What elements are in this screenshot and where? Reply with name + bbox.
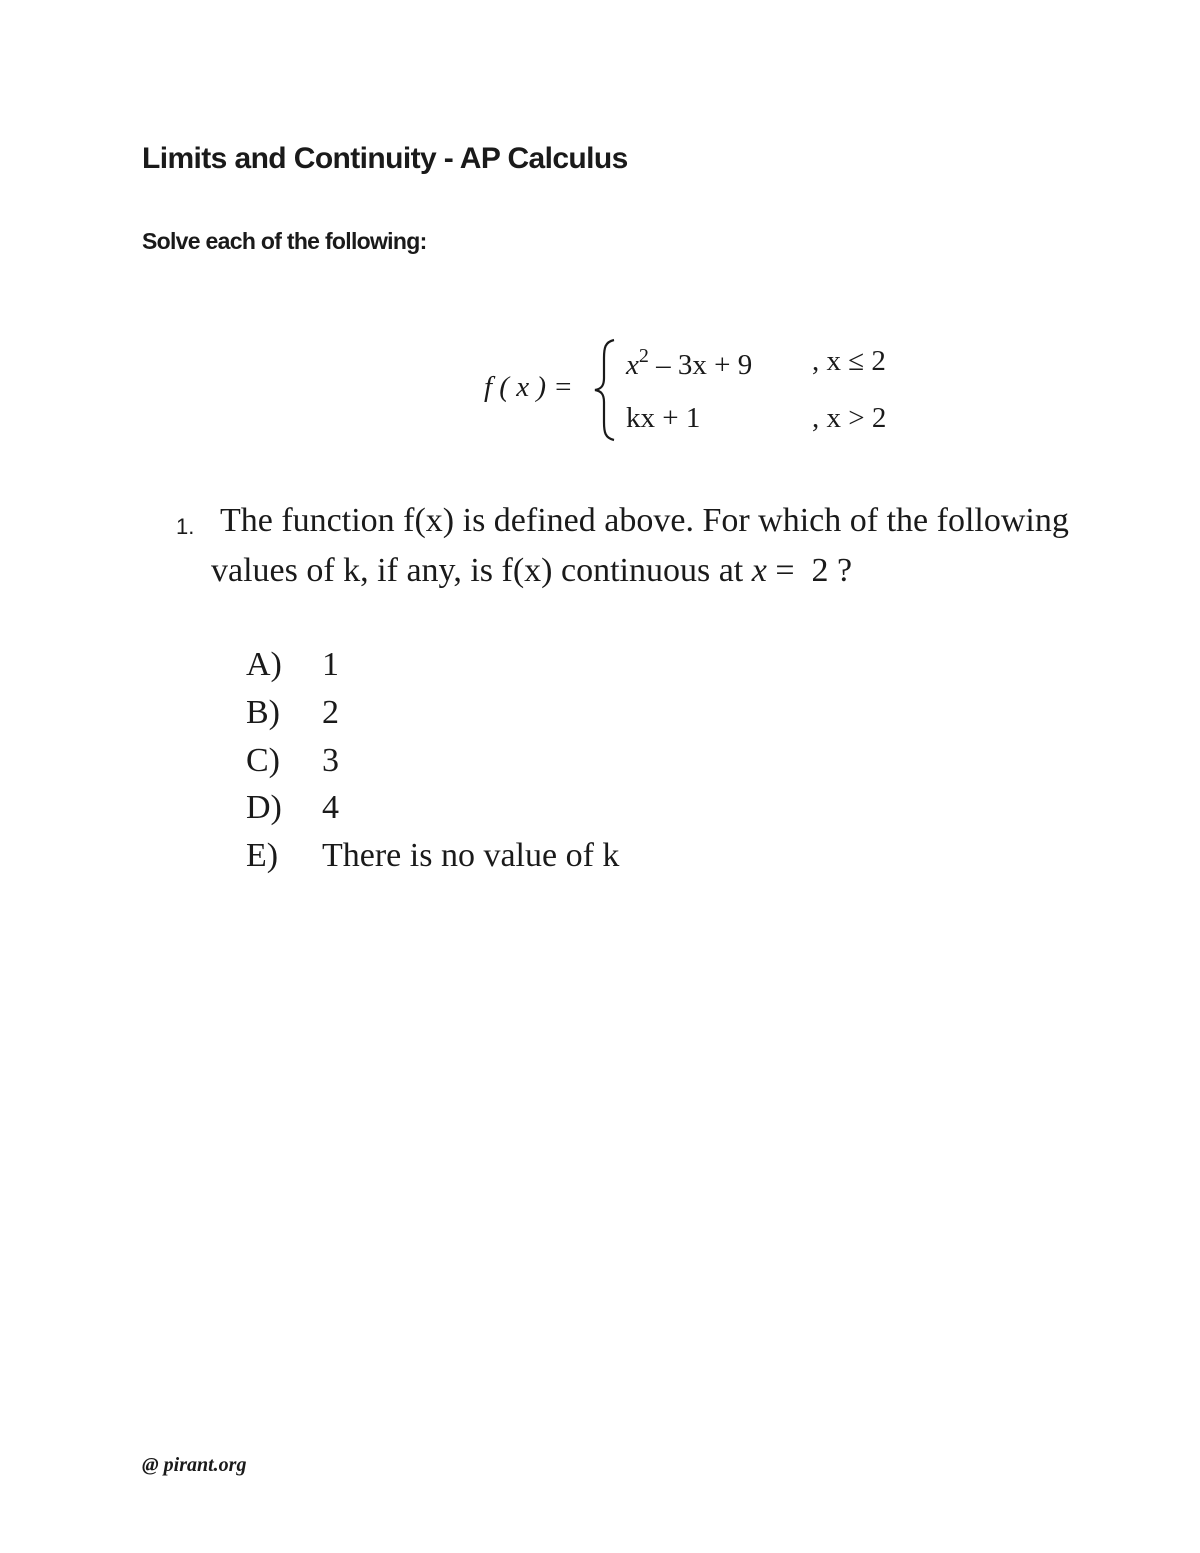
question-variable: x <box>751 552 767 589</box>
page-title: Limits and Continuity - AP Calculus <box>142 142 628 175</box>
function-lhs: f ( x ) = <box>484 371 573 403</box>
case1-condition: , x ≤ 2 <box>812 345 886 377</box>
option-text: 4 <box>322 789 339 826</box>
question-line2-text: values of k, if any, is f(x) continuous at <box>211 552 744 589</box>
case1-power: 2 <box>638 345 649 367</box>
option-b[interactable] <box>246 694 339 732</box>
option-c[interactable] <box>246 742 339 780</box>
case2-condition: , x > 2 <box>812 402 887 434</box>
option-text: 1 <box>322 646 339 683</box>
instructions: Solve each of the following: <box>142 228 427 254</box>
option-text: 2 <box>322 694 339 731</box>
option-label: D) <box>246 789 282 826</box>
option-label: C) <box>246 742 280 779</box>
option-e[interactable] <box>246 837 619 875</box>
option-a[interactable] <box>246 646 339 684</box>
case1-rest: – 3x + 9 <box>656 349 753 381</box>
question-line2-rest: = 2 ? <box>766 552 853 589</box>
question-text-line1: The function f(x) is defined above. For which of the following <box>220 502 1069 539</box>
footer-credit: @ pirant.org <box>142 1454 247 1476</box>
option-text: There is no value of k <box>322 837 620 874</box>
option-text: 3 <box>322 742 339 779</box>
option-d[interactable] <box>246 789 339 827</box>
case2-expression: kx + 1 <box>626 402 701 434</box>
option-label: B) <box>246 694 280 731</box>
left-brace-icon <box>592 338 618 442</box>
question-number: 1. <box>176 514 195 539</box>
case1-expression <box>626 345 752 382</box>
option-label: E) <box>246 837 279 874</box>
option-label: A) <box>246 646 282 683</box>
case1-base: x <box>626 349 639 381</box>
question-text-line2 <box>211 552 852 590</box>
